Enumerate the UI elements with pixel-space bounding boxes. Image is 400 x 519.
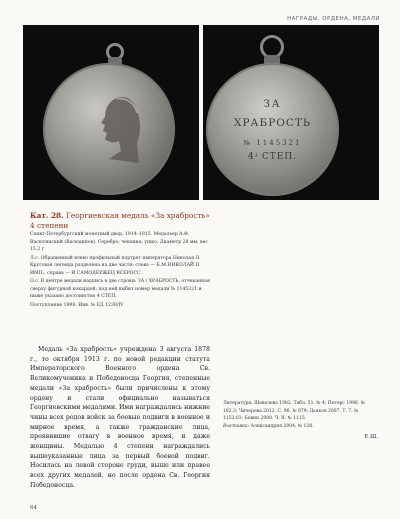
- emperor-portrait-icon: [91, 93, 141, 163]
- reverse-photo: [203, 25, 379, 200]
- body-paragraph: Медаль «За храбрость» учреждена 3 августа 1878 г., то октября 1913 г. по новой редакции статута Императорского Военного ордена Св. Великомученика и Победоносца Георгия, степенные медали «За храбрость» были причислены к этому ордену и стали официально называться Георгиевскими медалями. Ими награждались нижние чины всех родов войск за боевые подвиги в военное и мирное время, а также гражданские лица, проявившие отвагу в военное время, и даже женщины. Медалью 4 степени награждались вышеуказанные лица за первый боевой подвиг. Носилась на левой стороне груди, выше или правее всех других медалей, но после ордена Св. Георгия Победоносца.: [30, 346, 210, 489]
- obverse-photo: [23, 25, 199, 200]
- literature-text: Шевелева 1982. Табл. 51. № 4; Петерс 1996. № 182.3; Чичерова 2012. С. 96. № 879; Дьяков 2007. Т. 7. № 1152.03; Бевин 2008. Ч. II. № 1115.: [223, 401, 365, 421]
- caption-title-text: Георгиевская медаль «За храбрость» 4 степени: [30, 211, 210, 230]
- catalogue-caption: [30, 211, 210, 309]
- obverse-disc: [43, 63, 175, 195]
- reverse-degree: 4ʲ СТЕП.: [247, 152, 298, 162]
- reverse-inscription-line1: ЗА: [263, 99, 282, 110]
- caption-provenance: Поступление 1998. Инв. № ЕД 1239/IV: [30, 302, 124, 308]
- reverse-disc: [206, 63, 339, 196]
- catalogue-number: Кат. 28.: [30, 211, 64, 220]
- reverse-serial-number: № 1145321: [243, 139, 302, 147]
- caption-obverse: Л.с. Обращенный влево профильный портрет императора Николая II. Круговая легенда разделена на две части: слева — Б.М.НИКОЛАЙ II ИМП., справа — И САМОДЕРЖЕЦ ВСЕРОСС.: [30, 255, 201, 276]
- reverse-inscription-line2: ХРАБРОСТЬ: [234, 117, 311, 129]
- page-number: 64: [30, 505, 37, 511]
- caption-reverse: О.с. В центре медали надпись в две строки: ЗА / ХРАБРОСТЬ, отчеканная сверху фигурной кокардой; под ней выбит номер медали № 1145321 и ниже указано достоинство 4 СТЕП.: [30, 279, 210, 299]
- literature-block: [223, 400, 371, 430]
- medal-photographs: [23, 25, 379, 200]
- running-head: НАГРАДЫ, ОРДЕНА, МЕДАЛИ: [287, 16, 380, 22]
- exhibitions-label: Выставки:: [223, 423, 250, 429]
- author-initials: Е.Ш.: [364, 434, 378, 440]
- caption-production: Санкт-Петербургский монетный двор, 1914–1915. Медальер А.Ф. Васютинский (Васюдинов). Серебро; чеканка; ушко. Диаметр 28 мм; вес 15,2 г: [30, 232, 208, 252]
- literature-label: Литература:: [223, 401, 253, 406]
- exhibitions-text: Александрия 2004. № 128.: [250, 423, 314, 429]
- caption-title: [30, 211, 210, 231]
